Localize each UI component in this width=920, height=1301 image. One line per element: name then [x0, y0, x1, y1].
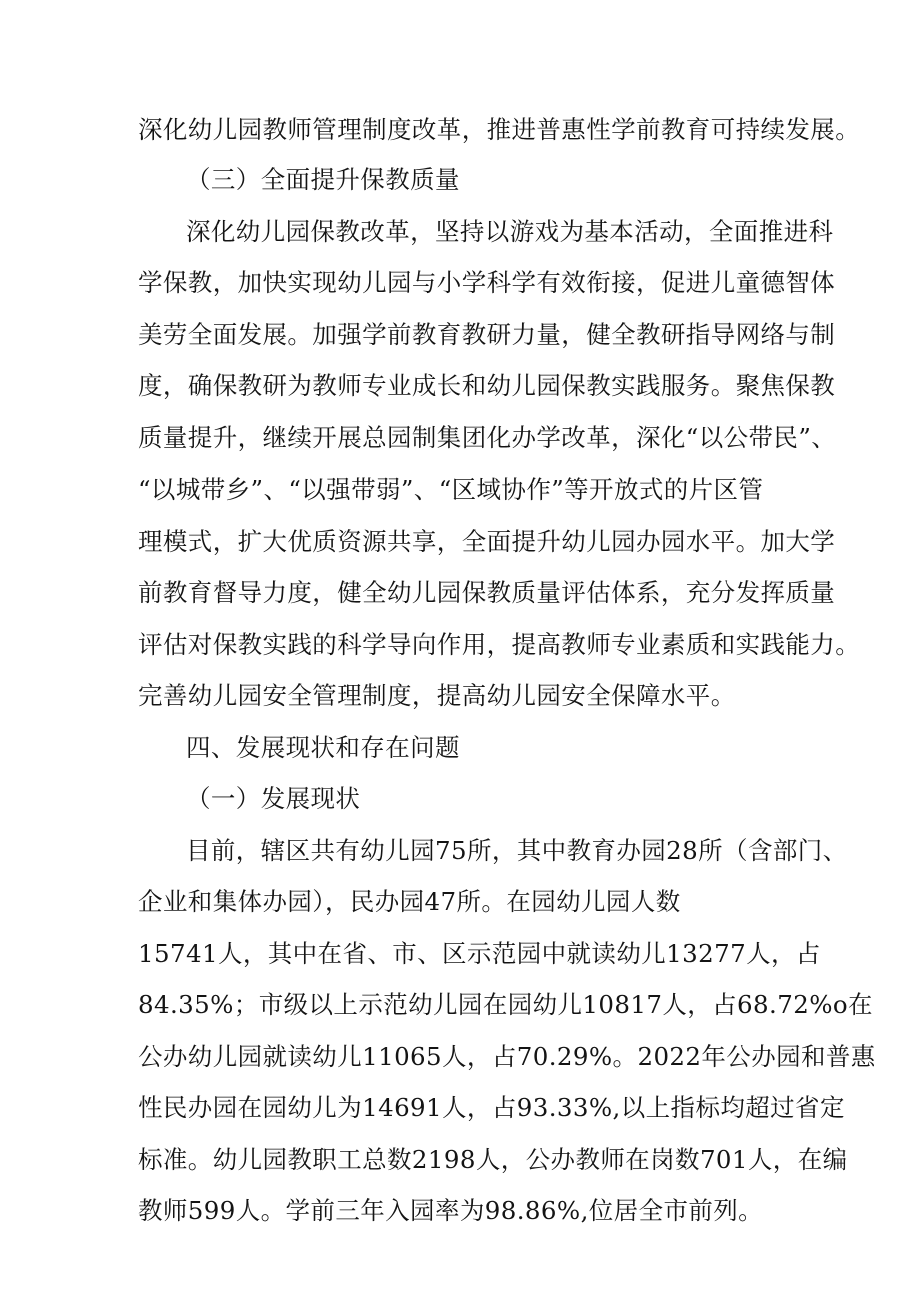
paragraph-line: 深化幼儿园教师管理制度改革，推进普惠性学前教育可持续发展。 [138, 115, 861, 144]
paragraph-line: “以城带乡”、“以强带弱”、“区域协作”等开放式的片区管 [138, 475, 764, 504]
paragraph-line: 完善幼儿园安全管理制度，提高幼儿园安全保障水平。 [138, 681, 736, 710]
paragraph-line: 教师599人。学前三年入园率为98.86%,位居全市前列。 [138, 1196, 764, 1225]
paragraph-line: 目前，辖区共有幼儿园75所，其中教育办园28所（含部门、 [186, 836, 848, 865]
section-heading-4: 四、发展现状和存在问题 [186, 733, 460, 762]
paragraph-line: 性民办园在园幼儿为14691人，占93.33%,以上指标均超过省定 [138, 1093, 845, 1122]
paragraph-line: 学保教，加快实现幼儿园与小学科学有效衔接，促进儿童德智体 [138, 268, 836, 297]
paragraph-line: 度，确保教研为教师专业成长和幼儿园保教实践服务。聚焦保教 [138, 371, 836, 400]
subsection-heading-1: （一）发展现状 [186, 784, 361, 813]
paragraph-line: 15741人，其中在省、市、区示范园中就读幼儿13277人，占 [138, 939, 821, 968]
section-heading-3: （三）全面提升保教质量 [186, 165, 460, 194]
paragraph-line: 84.35%；市级以上示范幼儿园在园幼儿10817人，占68.72%o在 [138, 990, 873, 1019]
paragraph-line: 评估对保教实践的科学导向作用，提高教师专业素质和实践能力。 [138, 630, 861, 659]
paragraph-line: 理模式，扩大优质资源共享，全面提升幼儿园办园水平。加大学 [138, 527, 836, 556]
paragraph-line: 前教育督导力度，健全幼儿园保教质量评估体系，充分发挥质量 [138, 578, 836, 607]
paragraph-line: 质量提升，继续开展总园制集团化办学改革，深化“以公带民”、 [138, 423, 837, 452]
paragraph-line: 美劳全面发展。加强学前教育教研力量，健全教研指导网络与制 [138, 320, 836, 349]
paragraph-line: 标准。幼儿园教职工总数2198人，公办教师在岗数701人，在编 [138, 1145, 848, 1174]
paragraph-line: 企业和集体办园），民办园47所。在园幼儿园人数 [138, 887, 681, 916]
paragraph-line: 公办幼儿园就读幼儿11065人，占70.29%。2022年公办园和普惠 [138, 1042, 876, 1071]
paragraph-line: 深化幼儿园保教改革，坚持以游戏为基本活动，全面推进科 [186, 217, 834, 246]
